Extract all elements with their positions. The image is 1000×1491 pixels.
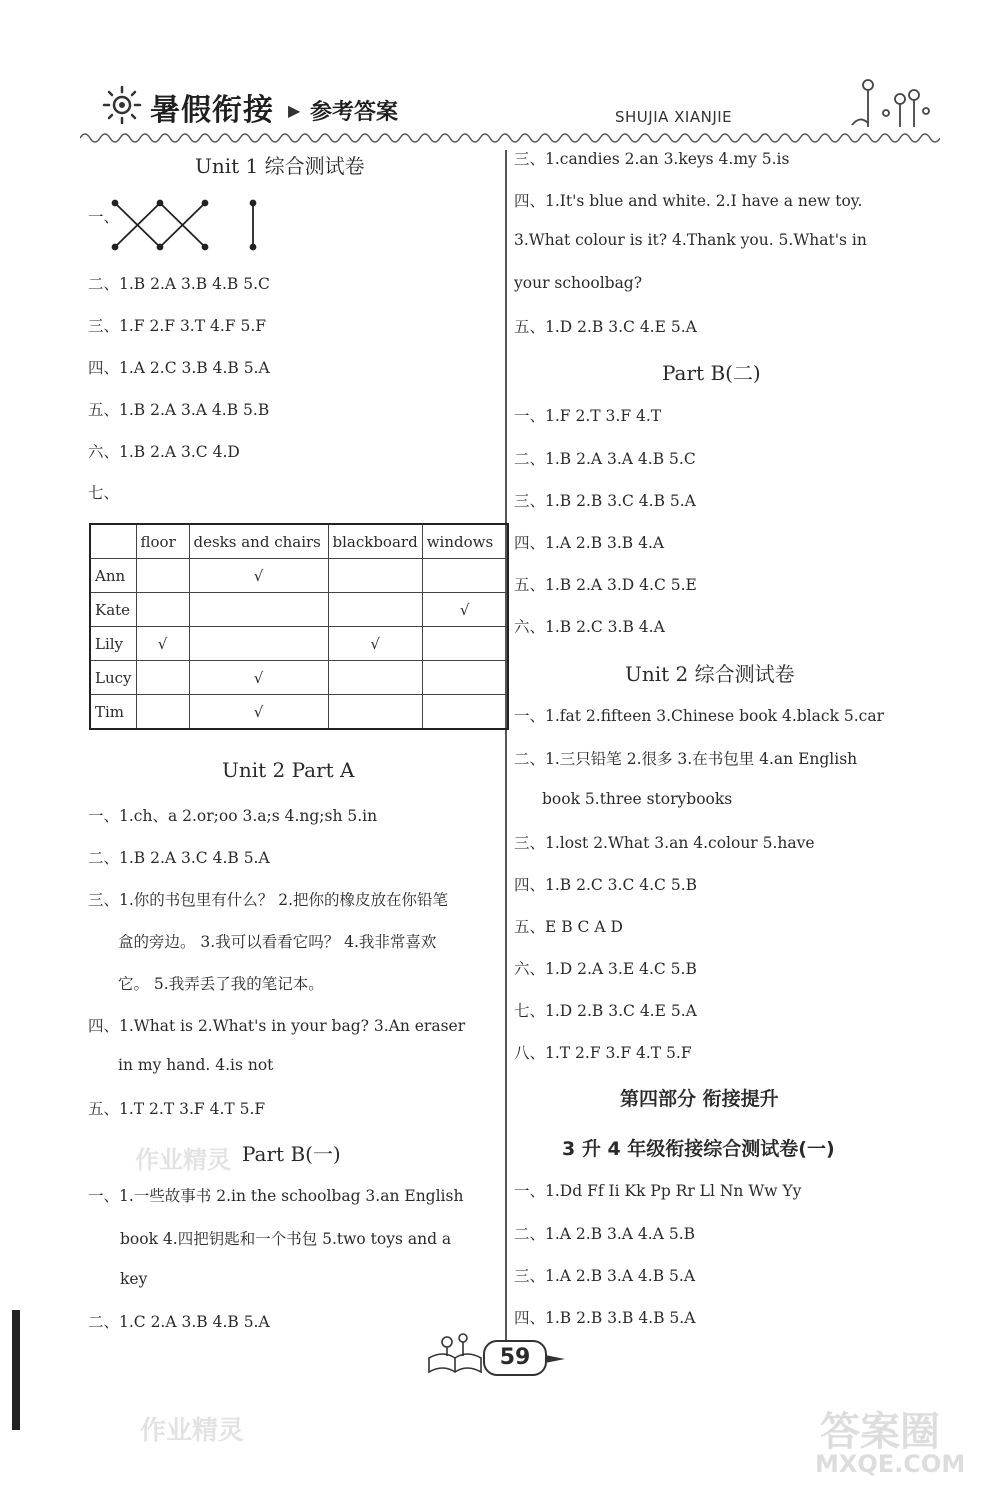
answer-line: in my hand. 4.is not xyxy=(118,1056,274,1074)
answer-line: 二、1.B 2.A 3.B 4.B 5.C xyxy=(88,275,270,293)
answer-line: book 4.四把钥匙和一个书包 5.two toys and a xyxy=(120,1230,452,1248)
brand-subtitle: 参考答案 xyxy=(310,100,399,125)
brand-pinyin: SHUJIA XIANJIE xyxy=(615,108,733,126)
table-cell xyxy=(422,661,508,695)
table-cell xyxy=(422,695,508,730)
answer-line: 3.What colour is it? 4.Thank you. 5.What's in xyxy=(514,231,867,249)
answer-line: 五、E B C A D xyxy=(514,918,623,936)
table-row xyxy=(90,627,508,661)
q1-label: 一、 xyxy=(88,208,120,226)
table-cell xyxy=(189,627,328,661)
table-cell: √ xyxy=(189,695,328,730)
table-cell: Tim xyxy=(90,695,136,730)
answer-line: 五、1.B 2.A 3.A 4.B 5.B xyxy=(88,401,270,419)
answer-line: 二、1.A 2.B 3.A 4.A 5.B xyxy=(514,1225,696,1243)
table-cell xyxy=(328,661,422,695)
answer-line: 四、1.A 2.C 3.B 4.B 5.A xyxy=(88,359,270,377)
table-cell xyxy=(422,559,508,593)
answer-line: 六、1.B 2.A 3.C 4.D xyxy=(88,443,240,461)
section-title-part-b2: Part B(二) xyxy=(662,361,761,385)
table-cell: Lily xyxy=(90,627,136,661)
table-cell: Lucy xyxy=(90,661,136,695)
section-title-unit1: Unit 1 综合测试卷 xyxy=(195,154,365,178)
table-cell xyxy=(328,559,422,593)
arrow-icon: ▶ xyxy=(288,101,301,120)
answer-line: 三、1.B 2.B 3.C 4.B 5.A xyxy=(514,492,696,510)
answer-line: 四、1.B 2.C 3.C 4.C 5.B xyxy=(514,876,698,894)
table-cell: √ xyxy=(189,559,328,593)
section-title-part4: 第四部分 衔接提升 xyxy=(620,1088,779,1110)
answer-line: 四、1.It's blue and white. 2.I have a new toy. xyxy=(514,192,863,210)
page-header xyxy=(80,75,940,150)
answer-line: 三、1.candies 2.an 3.keys 4.my 5.is xyxy=(514,150,790,168)
column-divider xyxy=(505,150,507,1340)
table-header-cell xyxy=(90,524,136,559)
sun-icon xyxy=(98,83,146,127)
book-icon xyxy=(425,1328,485,1378)
answer-line: key xyxy=(120,1270,148,1288)
answer-table xyxy=(89,523,509,730)
table-header-cell: windows xyxy=(422,524,508,559)
table-cell xyxy=(328,695,422,730)
answer-line: 三、1.A 2.B 3.A 4.B 5.A xyxy=(514,1267,696,1285)
answer-line: 二、1.B 2.A 3.C 4.B 5.A xyxy=(88,849,270,867)
answer-line: 五、1.T 2.T 3.F 4.T 5.F xyxy=(88,1100,266,1118)
watermark-text: 作业精灵 xyxy=(140,1416,245,1446)
table-row xyxy=(90,593,508,627)
table-row xyxy=(90,559,508,593)
table-cell: Ann xyxy=(90,559,136,593)
table-cell xyxy=(328,593,422,627)
table-cell xyxy=(136,593,189,627)
answer-line: 四、1.A 2.B 3.B 4.A xyxy=(514,534,665,552)
section-title-part-b1: Part B(一) xyxy=(242,1142,341,1166)
answer-line: 四、1.B 2.B 3.B 4.B 5.A xyxy=(514,1309,696,1327)
answer-line: 盒的旁边。 3.我可以看看它吗？ 4.我非常喜欢 xyxy=(118,933,437,951)
answer-line: 它。 5.我弄丢了我的笔记本。 xyxy=(118,975,324,993)
answer-line: 六、1.B 2.C 3.B 4.A xyxy=(514,618,665,636)
answer-line: 八、1.T 2.F 3.F 4.T 5.F xyxy=(514,1044,692,1062)
table-cell xyxy=(136,695,189,730)
scan-edge-mark xyxy=(12,1310,20,1430)
section-title-unit2-part-a: Unit 2 Part A xyxy=(222,758,355,782)
table-header-cell: blackboard xyxy=(328,524,422,559)
brand-title: 暑假衔接 xyxy=(150,93,274,128)
answer-line: your schoolbag? xyxy=(514,274,643,292)
answer-line: 五、1.B 2.A 3.D 4.C 5.E xyxy=(514,576,697,594)
answer-line: 五、1.D 2.B 3.C 4.E 5.A xyxy=(514,318,697,336)
answer-line: 一、1.F 2.T 3.F 4.T xyxy=(514,407,662,425)
table-header-cell: desks and chairs xyxy=(189,524,328,559)
answer-line: book 5.three storybooks xyxy=(542,790,733,808)
answer-line: 三、1.你的书包里有什么？ 2.把你的橡皮放在你铅笔 xyxy=(88,891,449,909)
answer-line: 二、1.B 2.A 3.A 4.B 5.C xyxy=(514,450,696,468)
table-cell xyxy=(189,593,328,627)
section-title-unit2: Unit 2 综合测试卷 xyxy=(625,662,795,686)
matching-lines-diagram xyxy=(105,195,265,255)
answer-line: 七、 xyxy=(88,484,120,502)
answer-line: 三、1.F 2.F 3.T 4.F 5.F xyxy=(88,317,267,335)
table-cell xyxy=(422,627,508,661)
table-cell: √ xyxy=(136,627,189,661)
watermark-text: 作业精灵 xyxy=(135,1146,231,1174)
section-title-exam: 3 升 4 年级衔接综合测试卷(一) xyxy=(562,1138,835,1160)
table-header-cell: floor xyxy=(136,524,189,559)
watermark-logo: 答案圈 xyxy=(820,1409,940,1455)
answer-line: 四、1.What is 2.What's in your bag? 3.An eraser xyxy=(88,1017,466,1035)
flower-decoration-icon xyxy=(850,75,940,135)
answer-line: 七、1.D 2.B 3.C 4.E 5.A xyxy=(514,1002,697,1020)
table-row xyxy=(90,695,508,730)
watermark-url: MXQE.COM xyxy=(815,1450,966,1478)
answer-line: 三、1.lost 2.What 3.an 4.colour 5.have xyxy=(514,834,815,852)
table-cell: √ xyxy=(189,661,328,695)
table-row xyxy=(90,661,508,695)
answer-line: 六、1.D 2.A 3.E 4.C 5.B xyxy=(514,960,697,978)
table-header-row xyxy=(90,524,508,559)
table-cell: √ xyxy=(328,627,422,661)
answer-line: 一、1.ch、a 2.or;oo 3.a;s 4.ng;sh 5.in xyxy=(88,807,378,825)
answer-line: 一、1.fat 2.fifteen 3.Chinese book 4.black 5.car xyxy=(514,707,885,725)
pencil-tip-icon xyxy=(545,1355,565,1363)
page-number: 59 xyxy=(483,1340,547,1376)
answer-line: 二、1.C 2.A 3.B 4.B 5.A xyxy=(88,1313,270,1331)
answer-line: 一、1.一些故事书 2.in the schoolbag 3.an English xyxy=(88,1187,464,1205)
table-cell xyxy=(136,661,189,695)
header-wave-divider xyxy=(80,130,940,144)
table-cell xyxy=(136,559,189,593)
answer-line: 一、1.Dd Ff Ii Kk Pp Rr Ll Nn Ww Yy xyxy=(514,1182,802,1200)
answer-line: 二、1.三只铅笔 2.很多 3.在书包里 4.an English xyxy=(514,750,858,768)
table-cell: √ xyxy=(422,593,508,627)
table-cell: Kate xyxy=(90,593,136,627)
